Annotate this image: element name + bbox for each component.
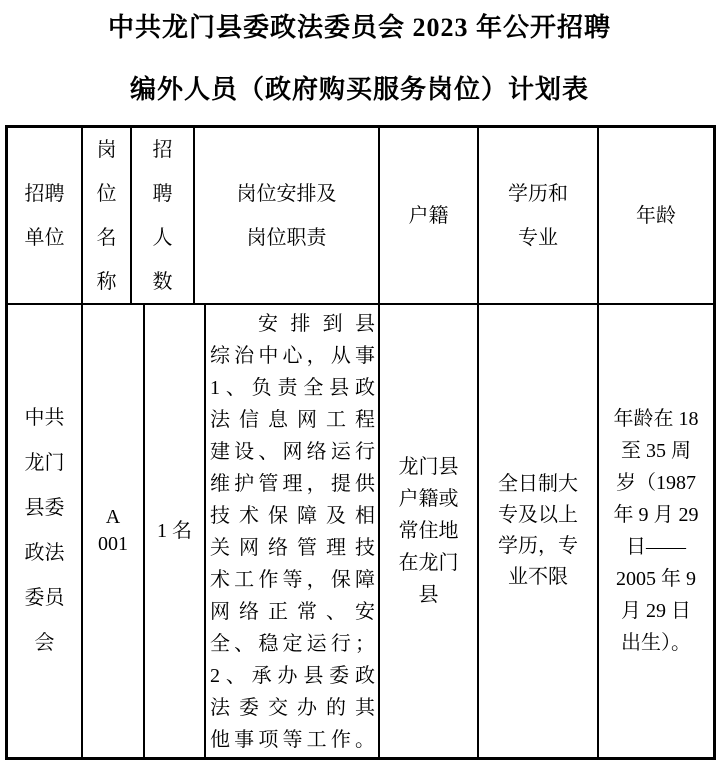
- text-line: 法信息网工程: [210, 409, 375, 431]
- header-recruiting-unit: [8, 128, 83, 303]
- header-household: [380, 128, 479, 303]
- recruitment-plan-table: [5, 125, 716, 760]
- text-line: 位: [96, 182, 117, 205]
- text-line: 岗位职责: [246, 226, 327, 249]
- cell-education: [479, 305, 599, 757]
- text-line: 出生）。: [621, 632, 691, 654]
- cell-recruiting-unit: [8, 305, 83, 757]
- cell-household: [380, 305, 479, 757]
- text-line: 2005 年 9: [616, 568, 696, 590]
- text-line: 年 9 月 29: [613, 504, 699, 526]
- text-line: 名: [96, 226, 117, 249]
- text-line: 数: [152, 270, 173, 293]
- table-header-row: [8, 128, 713, 305]
- text-line: 综治中心，从事: [210, 345, 375, 367]
- text-line: 岗: [96, 138, 117, 161]
- text-line: 龙门: [24, 452, 65, 474]
- header-position-name: [83, 128, 132, 303]
- text-line: 招聘: [24, 182, 65, 205]
- text-line: 专及以上: [498, 504, 578, 526]
- document-title-line2: 编外人员（政府购买服务岗位）计划表: [129, 75, 589, 104]
- text-line: 全、稳定运行；: [210, 633, 375, 655]
- text-line: 县: [418, 584, 439, 606]
- text-line: 网络正常、安: [210, 601, 375, 623]
- text-line: 法委交办的其: [210, 697, 375, 719]
- header-education: [479, 128, 599, 303]
- text-line: 户籍或: [398, 488, 459, 510]
- text-line: 政法: [24, 542, 65, 564]
- text-line: 关网络管理技: [210, 537, 375, 559]
- text-line: 业不限: [508, 566, 568, 588]
- text-line: 年龄在 18: [613, 408, 699, 430]
- text-line: 至 35 周: [621, 440, 691, 462]
- text-line: 单位: [24, 226, 65, 249]
- text-line: 委员: [24, 587, 65, 609]
- text-line: 1、负责全县政: [210, 377, 375, 399]
- text-line: 学历，专: [498, 535, 578, 557]
- text-line: 招: [152, 138, 173, 161]
- text-line: 建设、网络运行: [210, 441, 375, 463]
- text-line: 全日制大: [498, 473, 578, 495]
- text-line: 月 29 日: [621, 600, 691, 622]
- cell-duties: [206, 305, 380, 757]
- text-line: A: [105, 506, 121, 528]
- text-line: 日——: [626, 536, 686, 558]
- text-line: 常住地: [398, 520, 459, 542]
- text-line: 称: [96, 270, 117, 293]
- document-title-line1: 中共龙门县委政法委员会 2023 年公开招聘: [107, 13, 611, 42]
- text-line: 技术保障及相: [210, 505, 375, 527]
- text-line: 专业: [518, 226, 558, 249]
- cell-recruit-count: 1 名: [145, 305, 206, 757]
- text-line: 2、承办县委政: [210, 665, 375, 687]
- text-line: 维护管理，提供: [210, 473, 375, 495]
- text-line: 学历和: [508, 182, 568, 205]
- text-line: 龙门县: [398, 456, 459, 478]
- cell-age: [599, 305, 713, 757]
- text-line: 001: [98, 533, 128, 555]
- text-line: 他事项等工作。: [210, 729, 375, 751]
- text-line: 在龙门: [398, 552, 459, 574]
- text-line: 年龄: [636, 204, 676, 227]
- text-line: 人: [152, 226, 173, 249]
- header-recruit-count: [132, 128, 195, 303]
- text-line: 县委: [24, 497, 65, 519]
- header-duties: [195, 128, 380, 303]
- text-line: 安排到县: [258, 313, 375, 335]
- text-line: 户籍: [408, 204, 449, 227]
- cell-position-code: [83, 305, 145, 757]
- text-line: 岗位安排及: [236, 182, 337, 205]
- table-data-row: [8, 305, 713, 757]
- text-line: 术工作等，保障: [210, 569, 375, 591]
- text-line: 会: [34, 632, 55, 654]
- text-line: 聘: [152, 182, 173, 205]
- header-age: [599, 128, 713, 303]
- text-line: 岁（1987: [616, 472, 696, 494]
- text-line: 中共: [24, 407, 65, 429]
